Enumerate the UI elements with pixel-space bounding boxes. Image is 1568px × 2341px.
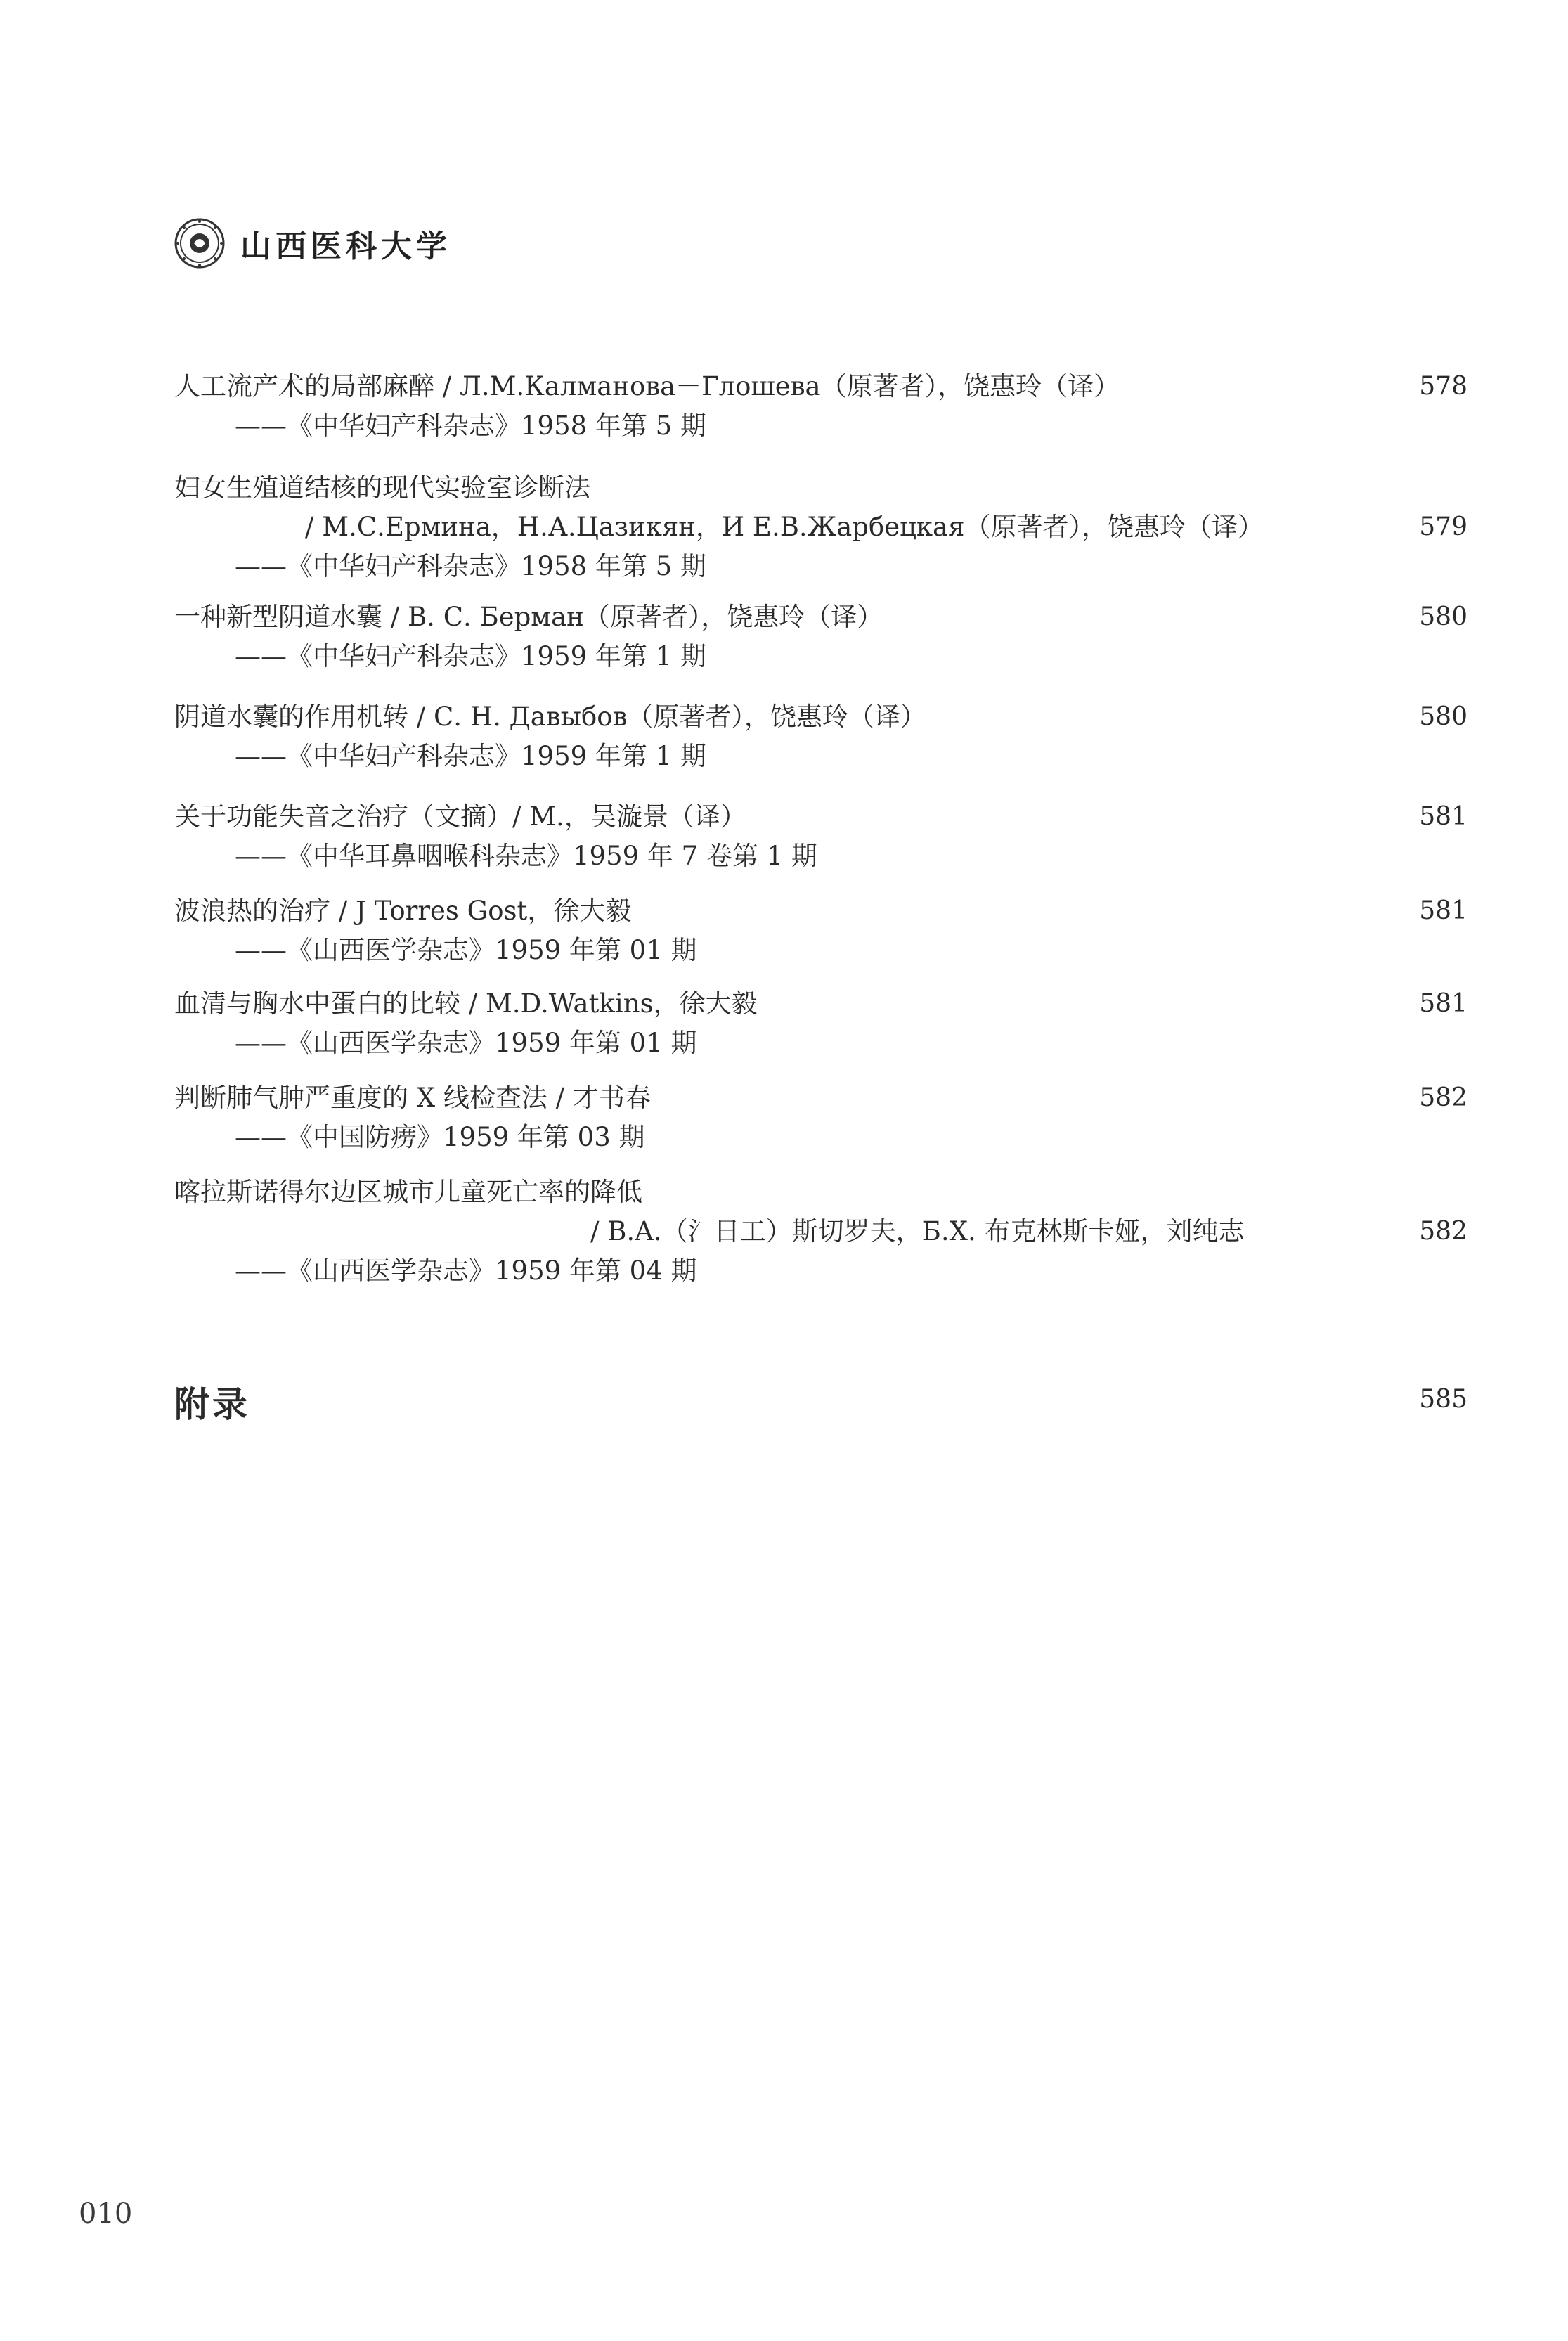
entry-authors: / М.С.Ермина，Н.А.Цазикян，И Е.В.Жарбецкая（原著者），饶惠玲（译）: [305, 512, 1264, 542]
toc-entry[interactable]: [174, 598, 1467, 676]
entry-source: ——《中华妇产科杂志》1959 年第 1 期: [235, 741, 706, 771]
entry-title-line: [174, 598, 1467, 637]
entry-title: 喀拉斯诺得尔边区城市儿童死亡率的降低: [174, 1177, 642, 1207]
page-folio: 010: [79, 2198, 133, 2230]
toc-entry[interactable]: [174, 891, 1467, 970]
entry-source: ——《中华妇产科杂志》1958 年第 5 期: [235, 551, 706, 581]
entry-page-number: 578: [1419, 372, 1467, 401]
appendix-entry[interactable]: [174, 1376, 1467, 1426]
university-seal-logo: [174, 218, 225, 269]
toc-entry[interactable]: [174, 1078, 1467, 1157]
entry-title: 判断肺气肿严重度的 X 线检查法 / 才书春: [174, 1083, 651, 1113]
entry-source: ——《山西医学杂志》1959 年第 01 期: [235, 1028, 697, 1058]
entry-authors-line: [174, 1212, 1467, 1251]
entry-title: 关于功能失音之治疗（文摘）/ M.，吴漩景（译）: [174, 801, 746, 832]
entry-page-number: 581: [1419, 896, 1467, 925]
entry-title: 一种新型阴道水囊 / В. С. Берман（原著者），饶惠玲（译）: [174, 602, 883, 632]
appendix-page-number: 585: [1419, 1385, 1467, 1414]
entry-title: 波浪热的治疗 / J Torres Gost，徐大毅: [174, 896, 632, 926]
entry-page-number: 582: [1419, 1217, 1467, 1246]
entry-page-number: 581: [1419, 989, 1467, 1018]
entry-page-number: 582: [1419, 1083, 1467, 1112]
entry-title-line: [174, 984, 1467, 1024]
entry-page-number: 581: [1419, 802, 1467, 831]
entry-authors: / B.A.（氵日工）斯切罗夫，Б.X. 布克林斯卡娅，刘纯志: [590, 1216, 1245, 1246]
toc-entry[interactable]: [174, 797, 1467, 876]
entry-title: 人工流产术的局部麻醉 / Л.М.Калманова－Глошева（原著者），饶惠玲（译）: [174, 371, 1120, 401]
entry-page-number: 579: [1419, 512, 1467, 541]
entry-page-number: 580: [1419, 702, 1467, 731]
entry-title-line: [174, 891, 1467, 931]
entry-title-line: [174, 367, 1467, 406]
entry-source: ——《中国防痨》1959 年第 03 期: [235, 1122, 645, 1152]
entry-title-line: [174, 1078, 1467, 1118]
toc-entry[interactable]: [174, 367, 1467, 446]
entry-title-line: [174, 697, 1467, 737]
entry-source: ——《中华妇产科杂志》1958 年第 5 期: [235, 411, 706, 441]
toc-entry[interactable]: [174, 1173, 1467, 1291]
university-name: 山西医科大学: [240, 228, 451, 264]
entry-source: ——《中华耳鼻咽喉科杂志》1959 年 7 卷第 1 期: [235, 841, 818, 871]
entry-page-number: 580: [1419, 602, 1467, 631]
page-header: [174, 218, 451, 269]
entry-source: ——《中华妇产科杂志》1959 年第 1 期: [235, 641, 706, 671]
toc-entry[interactable]: [174, 468, 1467, 586]
appendix-title: 附录: [174, 1384, 250, 1425]
toc-entry[interactable]: [174, 984, 1467, 1063]
entry-authors-line: [174, 508, 1467, 547]
entry-source: ——《山西医学杂志》1959 年第 01 期: [235, 935, 697, 965]
toc-entry[interactable]: [174, 697, 1467, 776]
entry-source: ——《山西医学杂志》1959 年第 04 期: [235, 1256, 697, 1286]
entry-title: 阴道水囊的作用机转 / С. Н. Давыбов（原著者），饶惠玲（译）: [174, 702, 926, 732]
entry-title: 血清与胸水中蛋白的比较 / M.D.Watkins，徐大毅: [174, 988, 758, 1019]
entry-title-line: [174, 797, 1467, 837]
entry-title: 妇女生殖道结核的现代实验室诊断法: [174, 472, 590, 503]
